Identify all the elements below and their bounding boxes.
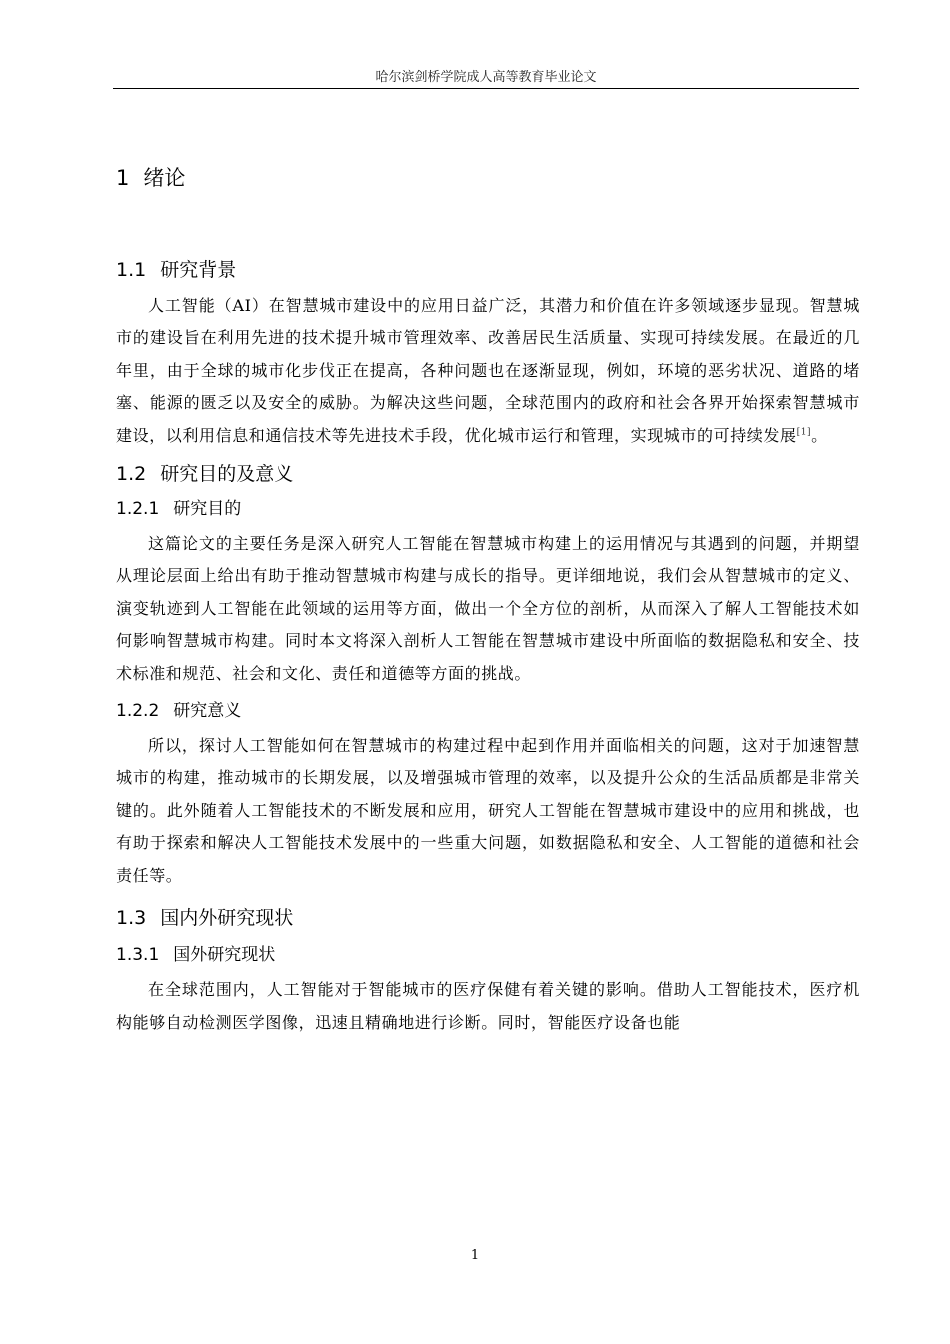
subsection-title: 国外研究现状	[173, 945, 276, 966]
section-number: 1.3	[116, 907, 147, 930]
section-title: 研究背景	[160, 259, 237, 281]
section-title: 研究目的及意义	[160, 463, 294, 486]
citation-marker: [1]	[796, 427, 812, 438]
subsection-heading-1-2-2	[116, 694, 860, 728]
section-heading-1-1	[116, 252, 860, 288]
subsection-number: 1.2.1	[116, 499, 160, 520]
paragraph-research-background	[116, 290, 860, 452]
paragraph-research-significance: 所以，探讨人工智能如何在智慧城市的构建过程中起到作用并面临相关的问题，这对于加速智慧城市的构建，推动城市的长期发展，以及增强城市管理的效率，以及提升公众的生活品质都是非常关键的。此外随着人工智能技术的不断发展和应用，研究人工智能在智慧城市建设中的应用和挑战，也有助于探索和解决人工智能技术发展中的一些重大问题，如数据隐私和安全、人工智能的道德和社会责任等。	[116, 736, 860, 885]
section-title: 国内外研究现状	[160, 907, 294, 930]
section-number: 1.2	[116, 463, 147, 486]
paragraph-foreign-research: 在全球范围内，人工智能对于智能城市的医疗保健有着关键的影响。借助人工智能技术，医疗机构能够自动检测医学图像，迅速且精确地进行诊断。同时，智能医疗设备也能	[116, 980, 860, 1032]
section-heading-1-3	[116, 900, 860, 936]
subsection-number: 1.2.2	[116, 701, 160, 722]
section-number: 1.1	[116, 259, 147, 281]
page-number: 1	[470, 1248, 480, 1263]
document-body	[116, 160, 860, 1043]
subsection-heading-1-3-1	[116, 938, 860, 972]
subsection-heading-1-2-1	[116, 492, 860, 526]
subsection-number: 1.3.1	[116, 945, 160, 966]
chapter-number: 1	[116, 166, 130, 190]
chapter-title: 绪论	[143, 166, 186, 190]
section-heading-1-2	[116, 456, 860, 492]
chapter-heading	[116, 160, 860, 196]
header-rule	[113, 88, 859, 89]
paragraph-end: 。	[811, 425, 828, 445]
paragraph-text: 人工智能（AI）在智慧城市建设中的应用日益广泛，其潜力和价值在许多领域逐步显现。智慧城市的建设旨在利用先进的技术提升城市管理效率、改善居民生活质量、实现可持续发展。在最近的几年里，由于全球的城市化步伐正在提高，各种问题也在逐渐显现，例如，环境的恶劣状况、道路的堵塞、能源的匮乏以及安全的威胁。为解决这些问题，全球范围内的政府和社会各界开始探索智慧城市建设，以利用信息和通信技术等先进技术手段，优化城市运行和管理，实现城市的可持续发展	[116, 296, 860, 445]
subsection-title: 研究目的	[173, 499, 242, 520]
running-header: 哈尔滨剑桥学院成人高等教育毕业论文	[375, 70, 597, 85]
paragraph-research-purpose: 这篇论文的主要任务是深入研究人工智能在智慧城市构建上的运用情况与其遇到的问题，并期望从理论层面上给出有助于推动智慧城市构建与成长的指导。更详细地说，我们会从智慧城市的定义、演变轨迹到人工智能在此领域的运用等方面，做出一个全方位的剖析，从而深入了解人工智能技术如何影响智慧城市构建。同时本文将深入剖析人工智能在智慧城市建设中所面临的数据隐私和安全、技术标准和规范、社会和文化、责任和道德等方面的挑战。	[116, 534, 860, 683]
subsection-title: 研究意义	[173, 701, 242, 722]
